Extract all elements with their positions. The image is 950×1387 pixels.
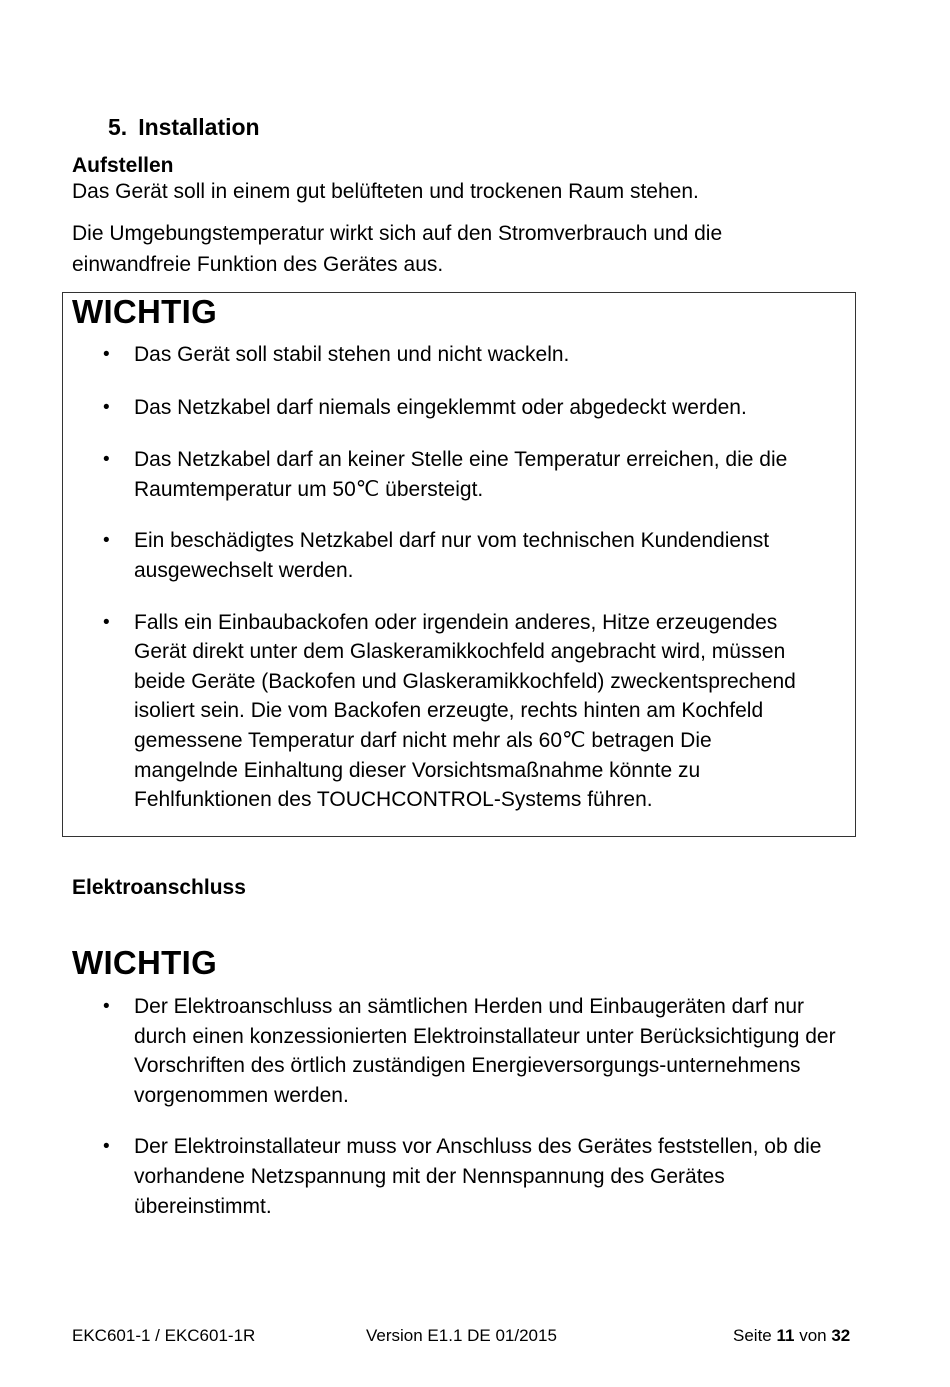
bullet-dot: • [103, 396, 110, 418]
bullet-line: Ein beschädigtes Netzkabel darf nur vom technischen Kundendienst [134, 529, 770, 553]
footer-page-number [733, 1326, 850, 1346]
footer-page-total: 32 [831, 1326, 851, 1345]
bullet-line: vorgenommen werden. [134, 1083, 349, 1107]
electrical-heading: Elektroanschluss [72, 876, 246, 899]
footer-page-current: 11 [776, 1326, 795, 1345]
bullet-line: vorhandene Netzspannung mit der Nennspannung des Gerätes [134, 1164, 725, 1188]
setup-paragraph-1: Das Gerät soll in einem gut belüfteten und trockenen Raum stehen. [72, 180, 699, 203]
bullet-item [103, 608, 893, 815]
bullet-item [103, 1132, 893, 1221]
section-title: Installation [138, 114, 260, 140]
bullet-line: Gerät direkt unter dem Glaskeramikkochfeld angebracht wird, müssen [134, 640, 786, 664]
bullet-line: Vorschriften des örtlich zuständigen Energieversorgungs-unternehmens [134, 1054, 801, 1078]
bullet-line: gemessene Temperatur darf nicht mehr als 60℃ betragen Die [134, 728, 712, 752]
bullet-line: Falls ein Einbaubackofen oder irgendein anderes, Hitze erzeugendes [134, 610, 778, 634]
bullet-item [103, 526, 893, 585]
setup-paragraph-2 [72, 218, 722, 280]
footer-page-mid: von [794, 1326, 832, 1345]
section-heading [108, 114, 260, 141]
warning-box-title: WICHTIG [72, 293, 218, 330]
electrical-warning-title: WICHTIG [72, 944, 218, 981]
footer-page-prefix: Seite [733, 1326, 777, 1345]
footer-version: Version E1.1 DE 01/2015 [366, 1326, 557, 1345]
bullet-line: beide Geräte (Backofen und Glaskeramikkochfeld) zweckentsprechend [134, 669, 796, 693]
bullet-dot: • [103, 344, 110, 365]
bullet-line: übereinstimmt. [134, 1194, 272, 1218]
bullet-line: Das Netzkabel darf niemals eingeklemmt oder abgedeckt werden. [134, 395, 747, 419]
bullet-dot: • [103, 449, 110, 471]
bullet-line: Der Elektroanschluss an sämtlichen Herden und Einbaugeräten darf nur [134, 995, 805, 1018]
bullet-dot: • [103, 611, 110, 633]
bullet-item [103, 393, 893, 423]
bullet-line: durch einen konzessionierten Elektroinstallateur unter Berücksichtigung der [134, 1024, 836, 1048]
bullet-item [103, 340, 893, 370]
bullet-line: mangelnde Einhaltung dieser Vorsichtsmaßnahme könnte zu [134, 758, 701, 782]
bullet-dot: • [103, 530, 110, 552]
setup-heading: Aufstellen [72, 154, 174, 177]
setup-paragraph-2-line: Die Umgebungstemperatur wirkt sich auf den Stromverbrauch und die [72, 222, 723, 245]
electrical-warning-list [103, 992, 893, 1221]
bullet-line: Das Netzkabel darf an keiner Stelle eine Temperatur erreichen, die die [134, 448, 788, 472]
bullet-line: isoliert sein. Die vom Backofen erzeugte, rechts hinten am Kochfeld [134, 699, 764, 723]
bullet-item [103, 992, 893, 1110]
bullet-dot: • [103, 1136, 110, 1158]
section-number: 5. [108, 114, 128, 140]
bullet-line: Raumtemperatur um 50℃ übersteigt. [134, 477, 484, 501]
bullet-line: Fehlfunktionen des TOUCHCONTROL-Systems führen. [134, 788, 653, 812]
setup-paragraph-2-line: einwandfreie Funktion des Gerätes aus. [72, 253, 444, 276]
footer-model: EKC601-1 / EKC601-1R [72, 1326, 256, 1345]
warning-box-list [103, 340, 893, 815]
bullet-dot: • [103, 996, 110, 1017]
bullet-line: ausgewechselt werden. [134, 558, 354, 582]
bullet-item [103, 445, 893, 504]
bullet-line: Der Elektroinstallateur muss vor Anschluss des Gerätes feststellen, ob die [134, 1135, 822, 1159]
bullet-line: Das Gerät soll stabil stehen und nicht wackeln. [134, 343, 570, 366]
